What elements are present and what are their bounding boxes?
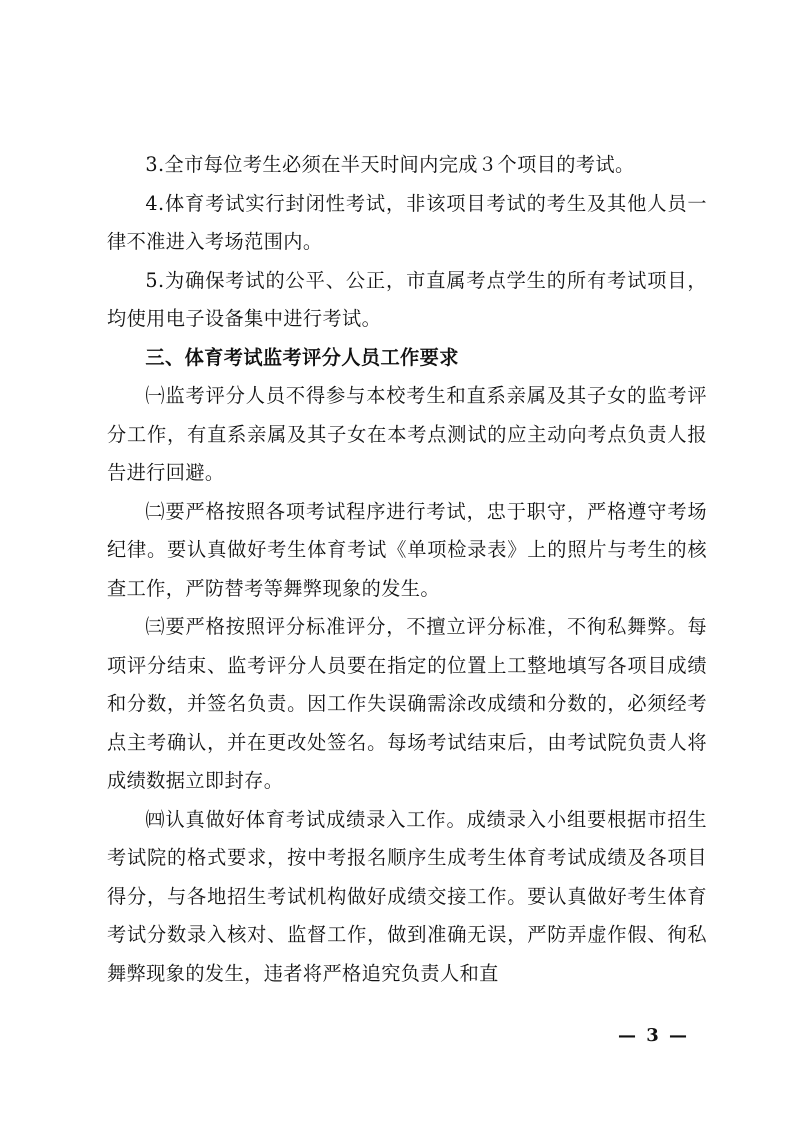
paragraph-requirement-2: ㈡要严格按照各项考试程序进行考试，忠于职守，严格遵守考场纪律。要认真做好考生体育考试《单项检录表》上的照片与考生的核查工作，严防替考等舞弊现象的发生。 xyxy=(107,499,707,600)
document-body xyxy=(107,146,707,993)
paragraph-requirement-3: ㈢要严格按照评分标准评分，不擅立评分标准，不徇私舞弊。每项评分结束、监考评分人员要在指定的位置上工整地填写各项目成绩和分数，并签名负责。因工作失误确需涂改成绩和分数的，必须经考点主考确认，并在更改处签名。每场考试结束后，由考试院负责人将成绩数据立即封存。 xyxy=(107,615,707,792)
paragraph-item-3: 3.全市每位考生必须在半天时间内完成３个项目的考试。 xyxy=(145,153,635,176)
paragraph-requirement-1: ㈠监考评分人员不得参与本校考生和直系亲属及其子女的监考评分工作，有直系亲属及其子女在本考点测试的应主动向考点负责人报告进行回避。 xyxy=(107,384,707,484)
paragraph-item-4: 4.体育考试实行封闭性考试，非该项目考试的考生及其他人员一律不准进入考场范围内。 xyxy=(107,191,707,253)
paragraph-requirement-4: ㈣认真做好体育考试成绩录入工作。成绩录入小组要根据市招生考试院的格式要求，按中考报名顺序生成考生体育考试成绩及各项目得分，与各地招生考试机构做好成绩交接工作。要认真做好考生体育考试分数录入核对、监督工作，做到准确无误，严防弄虚作假、徇私舞弊现象的发生，违者将严格追究负责人和直 xyxy=(107,807,707,985)
paragraph-item-5: 5.为确保考试的公平、公正，市直属考点学生的所有考试项目，均使用电子设备集中进行考试。 xyxy=(107,268,707,330)
section-heading-3: 三、体育考试监考评分人员工作要求 xyxy=(145,345,459,369)
page-number: — 3 — xyxy=(618,1025,690,1046)
